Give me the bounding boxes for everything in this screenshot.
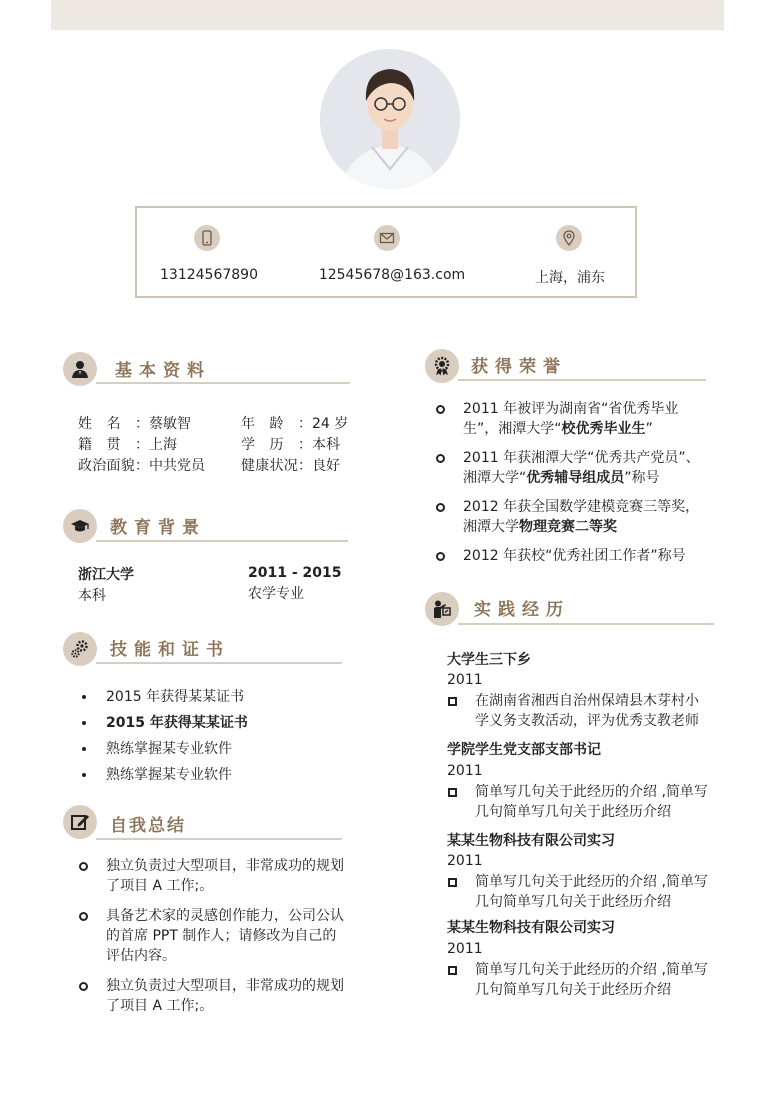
summary-list — [78, 856, 350, 1016]
practice-desc: 简单写几句关于此经历的介绍 ,简单写几句简单写几句关于此经历介绍 — [447, 872, 709, 912]
section-divider — [458, 623, 714, 625]
honor-item: 2011 年被评为湖南省“省优秀毕业生”，湘潭大学“校优秀毕业生” — [435, 399, 705, 439]
degree-value: 本科 — [312, 437, 340, 453]
section-divider — [96, 662, 342, 664]
summary-item: 独立负责过大型项目，非常成功的规划了项目 A 工作;。 — [78, 976, 350, 1016]
degree-label: 学历： — [241, 437, 312, 453]
age-label: 年龄： — [241, 416, 312, 432]
location-icon — [556, 225, 582, 251]
honor-item: 2012 年获全国数学建模竞赛三等奖，湘潭大学物理竞赛二等奖 — [435, 497, 705, 537]
skill-item: 熟练掌握某专业软件 — [78, 765, 348, 785]
practice-title: 实践经历 — [474, 600, 570, 620]
section-divider — [458, 379, 706, 381]
practice-year: 2011 — [447, 763, 483, 779]
phone-icon — [194, 225, 220, 251]
practice-desc: 在湖南省湘西自治州保靖县木芽村小学义务支教活动，评为优秀支教老师 — [447, 691, 709, 731]
origin-label: 籍贯： — [78, 437, 149, 453]
phone-number: 13124567890 — [160, 267, 258, 283]
summary-item: 独立负责过大型项目，非常成功的规划了项目 A 工作;。 — [78, 856, 350, 896]
presenter-icon — [425, 592, 459, 626]
skills-title: 技能和证书 — [110, 640, 230, 660]
section-divider — [96, 838, 342, 840]
mail-icon — [374, 225, 400, 251]
education-title: 教育背景 — [110, 518, 206, 538]
school-name: 浙江大学 — [78, 567, 134, 583]
skill-item: 2015 年获得某某证书 — [78, 687, 348, 707]
practice-desc-list — [447, 872, 709, 912]
basic-info-title: 基本资料 — [115, 361, 211, 381]
summary-title: 自我总结 — [110, 816, 186, 836]
practice-desc: 简单写几句关于此经历的介绍 ,简单写几句简单写几句关于此经历介绍 — [447, 782, 709, 822]
name-value: 蔡敏智 — [149, 416, 191, 432]
politics-label: 政治面貌： — [78, 458, 149, 474]
education-period: 2011 - 2015 — [248, 565, 342, 581]
practice-desc-list — [447, 782, 709, 822]
health-value: 良好 — [312, 458, 340, 474]
basic-info-right — [241, 414, 348, 477]
honors-list — [435, 399, 705, 566]
practice-desc-list — [447, 960, 709, 1000]
email-address: 12545678@163.com — [318, 267, 466, 283]
skills-list — [78, 687, 348, 791]
award-icon — [425, 349, 459, 383]
honor-item: 2011 年获湘潭大学“优秀共产党员”、湘潭大学“优秀辅导组成员”称号 — [435, 448, 705, 488]
summary-item: 具备艺术家的灵感创作能力，公司公认的首席 PPT 制作人；请修改为自己的评估内容。 — [78, 906, 350, 966]
practice-name: 某某生物科技有限公司实习 — [447, 833, 615, 849]
section-divider — [96, 540, 348, 542]
practice-name: 大学生三下乡 — [447, 652, 531, 668]
education-degree: 本科 — [78, 588, 106, 604]
practice-year: 2011 — [447, 941, 483, 957]
practice-name: 某某生物科技有限公司实习 — [447, 920, 615, 936]
practice-year: 2011 — [447, 672, 483, 688]
health-label: 健康状况： — [241, 458, 312, 474]
edit-icon — [63, 805, 97, 839]
age-value: 24 岁 — [312, 416, 349, 432]
practice-desc-list — [447, 691, 709, 731]
politics-value: 中共党员 — [149, 458, 205, 474]
practice-year: 2011 — [447, 853, 483, 869]
skill-item: 2015 年获得某某证书 — [78, 713, 348, 733]
education-major: 农学专业 — [248, 586, 304, 602]
location-text: 上海，浦东 — [535, 270, 605, 286]
person-icon — [63, 352, 97, 386]
origin-value: 上海 — [149, 437, 177, 453]
honor-item: 2012 年获校“优秀社团工作者”称号 — [435, 546, 705, 566]
section-divider — [96, 382, 350, 384]
contact-box — [135, 206, 637, 298]
practice-desc: 简单写几句关于此经历的介绍 ,简单写几句简单写几句关于此经历介绍 — [447, 960, 709, 1000]
basic-info-left — [78, 414, 205, 477]
top-banner — [51, 0, 724, 30]
gears-icon — [63, 632, 97, 666]
skill-item: 熟练掌握某专业软件 — [78, 739, 348, 759]
practice-name: 学院学生党支部支部书记 — [447, 742, 601, 758]
name-label: 姓名： — [78, 416, 149, 432]
honors-title: 获得荣誉 — [471, 357, 567, 377]
graduation-cap-icon — [63, 509, 97, 543]
avatar-photo — [320, 49, 460, 189]
